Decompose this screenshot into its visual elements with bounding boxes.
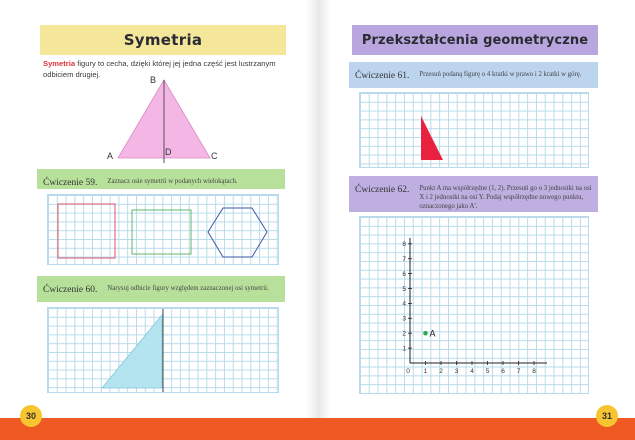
footer-bar <box>0 418 635 440</box>
x-tick-label: 2 <box>439 368 443 375</box>
transformations-title: Przekształcenia geometryczne <box>352 25 598 55</box>
point-a-label: A <box>429 328 436 339</box>
x-tick-label: 6 <box>501 368 505 375</box>
pink-square <box>58 204 115 258</box>
y-tick-label: 2 <box>402 330 406 338</box>
point-a-dot <box>423 331 428 336</box>
x-tick-label: 0 <box>406 368 410 375</box>
exercise-60-label: Ćwiczenie 60. <box>43 285 98 295</box>
triangle-label-d: D <box>165 147 172 157</box>
x-tick-label: 3 <box>454 368 459 375</box>
triangle-label-a: A <box>107 151 114 161</box>
exercise-61-text: Przesuń podaną figurę o 4 kratki w prawo i 2 kratki w górę. <box>419 71 582 78</box>
exercise-61-label: Ćwiczenie 61. <box>355 71 410 81</box>
symmetry-title: Symetria <box>40 25 286 55</box>
exercise-59-text: Zaznacz osie symetrii w podanych wielokątach. <box>107 178 238 185</box>
definition-term: Symetria <box>43 59 76 68</box>
x-tick-label: 8 <box>532 368 536 375</box>
x-tick-label: 7 <box>516 368 521 375</box>
exercise-60-text: Narysuj odbicie figury względem zaznaczonej osi symetrii. <box>107 285 269 292</box>
triangle-label-b: B <box>150 75 157 85</box>
y-tick-label: 5 <box>402 285 406 293</box>
y-tick-label: 8 <box>402 241 406 249</box>
triangle-label-c: C <box>211 151 218 161</box>
page-number-right: 31 <box>596 405 618 427</box>
x-tick-label: 5 <box>485 368 490 375</box>
green-rectangle <box>132 210 191 254</box>
red-triangle <box>421 116 443 160</box>
y-tick-label: 6 <box>402 270 406 278</box>
page-number-left: 30 <box>20 405 42 427</box>
blue-hexagon <box>208 208 267 257</box>
point-a-group <box>423 329 435 339</box>
exercise-59-label: Ćwiczenie 59. <box>43 178 98 188</box>
x-tick-label: 1 <box>423 368 428 375</box>
definition-text: figury to cecha, dzięki której jej jedna część jest lustrzanym odbiciem drugiej. <box>43 59 276 79</box>
y-tick-label: 3 <box>402 315 406 323</box>
exercise-62-text: Punkt A ma współrzędne (1, 2). Przesuń go o 3 jednostki na osi X i 2 jednostki na osi Y. Podaj współrzędne nowego punktu, oznaczonego jako A'. <box>419 185 592 210</box>
y-tick-label: 7 <box>402 256 406 263</box>
x-tick-label: 4 <box>470 368 474 375</box>
exercise-62-label: Ćwiczenie 62. <box>355 185 410 195</box>
y-tick-label: 1 <box>402 345 406 353</box>
y-tick-label: 4 <box>402 300 406 308</box>
blue-right-triangle <box>102 315 162 388</box>
y-axis-ticks <box>402 241 412 352</box>
